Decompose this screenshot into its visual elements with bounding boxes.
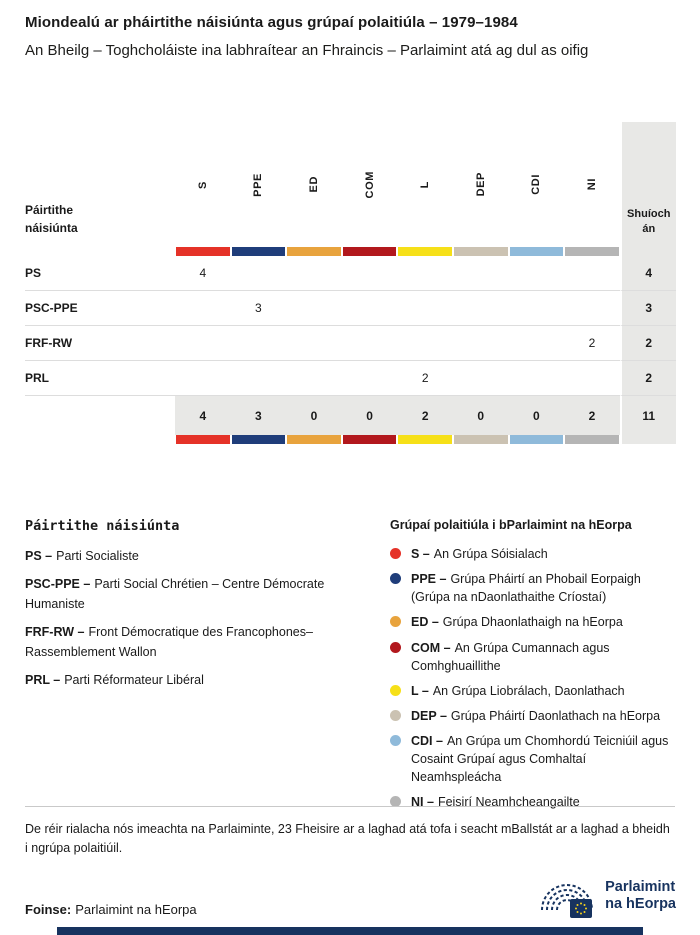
cell-prl-dep	[453, 361, 509, 396]
seats-table	[25, 122, 676, 444]
grand-total: 11	[620, 396, 676, 435]
column-header-ni: NI	[585, 178, 598, 191]
row-total-prl: 2	[620, 361, 676, 396]
column-header-ppe: PPE	[252, 172, 265, 197]
column-header-l: L	[419, 180, 432, 189]
color-bar-ppe	[232, 435, 286, 444]
total-dep: 0	[453, 396, 509, 435]
cell-ps-cdi	[509, 256, 565, 291]
party-legend-item: PRL – Parti Réformateur Libéral	[25, 672, 204, 687]
row-label-frf-rw: FRF-RW	[25, 326, 175, 361]
legend-groups-heading: Grúpaí polaitiúla i bParlaimint na hEorpa	[390, 518, 632, 532]
group-legend-item: ED – Grúpa Dhaonlathaigh na hEorpa	[390, 613, 675, 631]
cell-frfrw-cdi	[509, 326, 565, 361]
group-legend-item: COM – An Grúpa Cumannach agus Comhghuaillithe	[390, 639, 675, 675]
cell-pscppe-ppe: 3	[231, 291, 287, 326]
color-bar-dep	[454, 247, 508, 256]
column-header-s: S	[196, 180, 209, 189]
group-color-dot-com	[390, 642, 401, 653]
color-bar-l	[398, 247, 452, 256]
total-ni: 2	[564, 396, 620, 435]
legend-parties-heading: Páirtithe náisiúnta	[25, 518, 180, 534]
column-header-dep: DEP	[474, 172, 487, 197]
group-color-dot-cdi	[390, 735, 401, 746]
group-legend-item: S – An Grúpa Sóisialach	[390, 545, 675, 563]
cell-ps-com	[342, 256, 398, 291]
source-line	[25, 902, 197, 917]
row-total-psc-ppe: 3	[620, 291, 676, 326]
cell-prl-cdi	[509, 361, 565, 396]
cell-prl-ed	[286, 361, 342, 396]
cell-ps-l	[397, 256, 453, 291]
color-bar-com	[343, 247, 397, 256]
ep-logo	[539, 872, 676, 919]
cell-ps-dep	[453, 256, 509, 291]
ep-hemicycle-icon	[539, 872, 595, 919]
row-total-ps: 4	[620, 256, 676, 291]
group-color-dot-ed	[390, 616, 401, 627]
cell-prl-ni	[564, 361, 620, 396]
cell-frfrw-l	[397, 326, 453, 361]
total-l: 2	[397, 396, 453, 435]
party-legend-item: PSC-PPE – Parti Social Chrétien – Centre Démocrate Humaniste	[25, 577, 325, 611]
cell-ps-ppe	[231, 256, 287, 291]
seats-column-fill	[620, 435, 676, 444]
legend-political-groups	[390, 518, 675, 819]
party-legend-item: FRF-RW – Front Démocratique des Francophones–Rassemblement Wallon	[25, 625, 313, 659]
group-color-dot-l	[390, 685, 401, 696]
ep-logo-text: Parlaimint na hEorpa	[605, 878, 676, 912]
column-header-com: COM	[363, 170, 376, 199]
seats-column-fill	[620, 247, 676, 256]
cell-pscppe-com	[342, 291, 398, 326]
bar-spacer	[25, 247, 175, 256]
column-header-seats: Shuíochán	[620, 122, 676, 247]
cell-frfrw-dep	[453, 326, 509, 361]
source-value: Parlaimint na hEorpa	[75, 902, 197, 917]
cell-pscppe-ed	[286, 291, 342, 326]
color-bar-l	[398, 435, 452, 444]
cell-frfrw-com	[342, 326, 398, 361]
color-bar-ni	[565, 247, 619, 256]
cell-pscppe-s	[175, 291, 231, 326]
page-subtitle: An Bheilg – Toghcholáiste ina labhraítear an Fhraincis – Parlaimint atá ag dul as oifig	[25, 42, 589, 59]
cell-pscppe-l	[397, 291, 453, 326]
color-bar-com	[343, 435, 397, 444]
totals-row-label	[25, 396, 175, 435]
legend-section	[25, 518, 675, 819]
color-bar-cdi	[510, 247, 564, 256]
cell-ps-ni	[564, 256, 620, 291]
cell-ps-ed	[286, 256, 342, 291]
cell-prl-s	[175, 361, 231, 396]
footnote: De réir rialacha nós imeachta na Parlaiminte, 23 Fheisire ar a laghad atá tofa i seacht mBallstát ar a laghad a bheidh i ngrúpa polaitiúil.	[25, 806, 675, 859]
cell-frfrw-s	[175, 326, 231, 361]
color-bar-ed	[287, 435, 341, 444]
cell-prl-ppe	[231, 361, 287, 396]
cell-frfrw-ni: 2	[564, 326, 620, 361]
table-row-header	[25, 122, 175, 247]
row-label-prl: PRL	[25, 361, 175, 396]
total-cdi: 0	[509, 396, 565, 435]
group-legend-item: L – An Grúpa Liobrálach, Daonlathach	[390, 682, 675, 700]
color-bar-s	[176, 435, 230, 444]
bar-spacer	[25, 435, 175, 444]
cell-prl-com	[342, 361, 398, 396]
color-bar-ni	[565, 435, 619, 444]
group-color-dot-ppe	[390, 573, 401, 584]
legend-national-parties	[25, 518, 390, 819]
column-header-cdi: CDI	[530, 174, 543, 195]
eu-flag-icon	[570, 899, 592, 918]
total-com: 0	[342, 396, 398, 435]
group-legend-item: DEP – Grúpa Pháirtí Daonlathach na hEorpa	[390, 707, 675, 725]
color-bar-cdi	[510, 435, 564, 444]
color-bar-s	[176, 247, 230, 256]
cell-frfrw-ed	[286, 326, 342, 361]
cell-pscppe-dep	[453, 291, 509, 326]
row-header-label: Páirtithe náisiúnta	[25, 203, 78, 235]
cell-frfrw-ppe	[231, 326, 287, 361]
group-legend-item: NI – Feisirí Neamhcheangailte	[390, 793, 675, 811]
page-title: Miondealú ar pháirtithe náisiúnta agus grúpaí polaitiúla – 1979–1984	[25, 14, 518, 31]
cell-pscppe-cdi	[509, 291, 565, 326]
group-legend-item: PPE – Grúpa Pháirtí an Phobail Eorpaigh (Grúpa na nDaonlathaithe Críostaí)	[390, 570, 675, 606]
group-color-dot-dep	[390, 710, 401, 721]
cell-pscppe-ni	[564, 291, 620, 326]
source-label: Foinse:	[25, 902, 72, 917]
cell-prl-l: 2	[397, 361, 453, 396]
party-legend-item: PS – Parti Socialiste	[25, 549, 139, 563]
bottom-brand-bar	[57, 927, 643, 935]
row-total-frf-rw: 2	[620, 326, 676, 361]
total-s: 4	[175, 396, 231, 435]
row-label-psc-ppe: PSC-PPE	[25, 291, 175, 326]
color-bar-ed	[287, 247, 341, 256]
column-header-ed: ED	[307, 176, 320, 193]
row-label-ps: PS	[25, 256, 175, 291]
total-ppe: 3	[231, 396, 287, 435]
group-color-dot-s	[390, 548, 401, 559]
group-legend-item: CDI – An Grúpa um Chomhordú Teicniúil agus Cosaint Grúpaí agus Comhaltaí Neamhspleácha	[390, 732, 675, 786]
total-ed: 0	[286, 396, 342, 435]
color-bar-ppe	[232, 247, 286, 256]
color-bar-dep	[454, 435, 508, 444]
page-header	[25, 14, 675, 62]
cell-ps-s: 4	[175, 256, 231, 291]
